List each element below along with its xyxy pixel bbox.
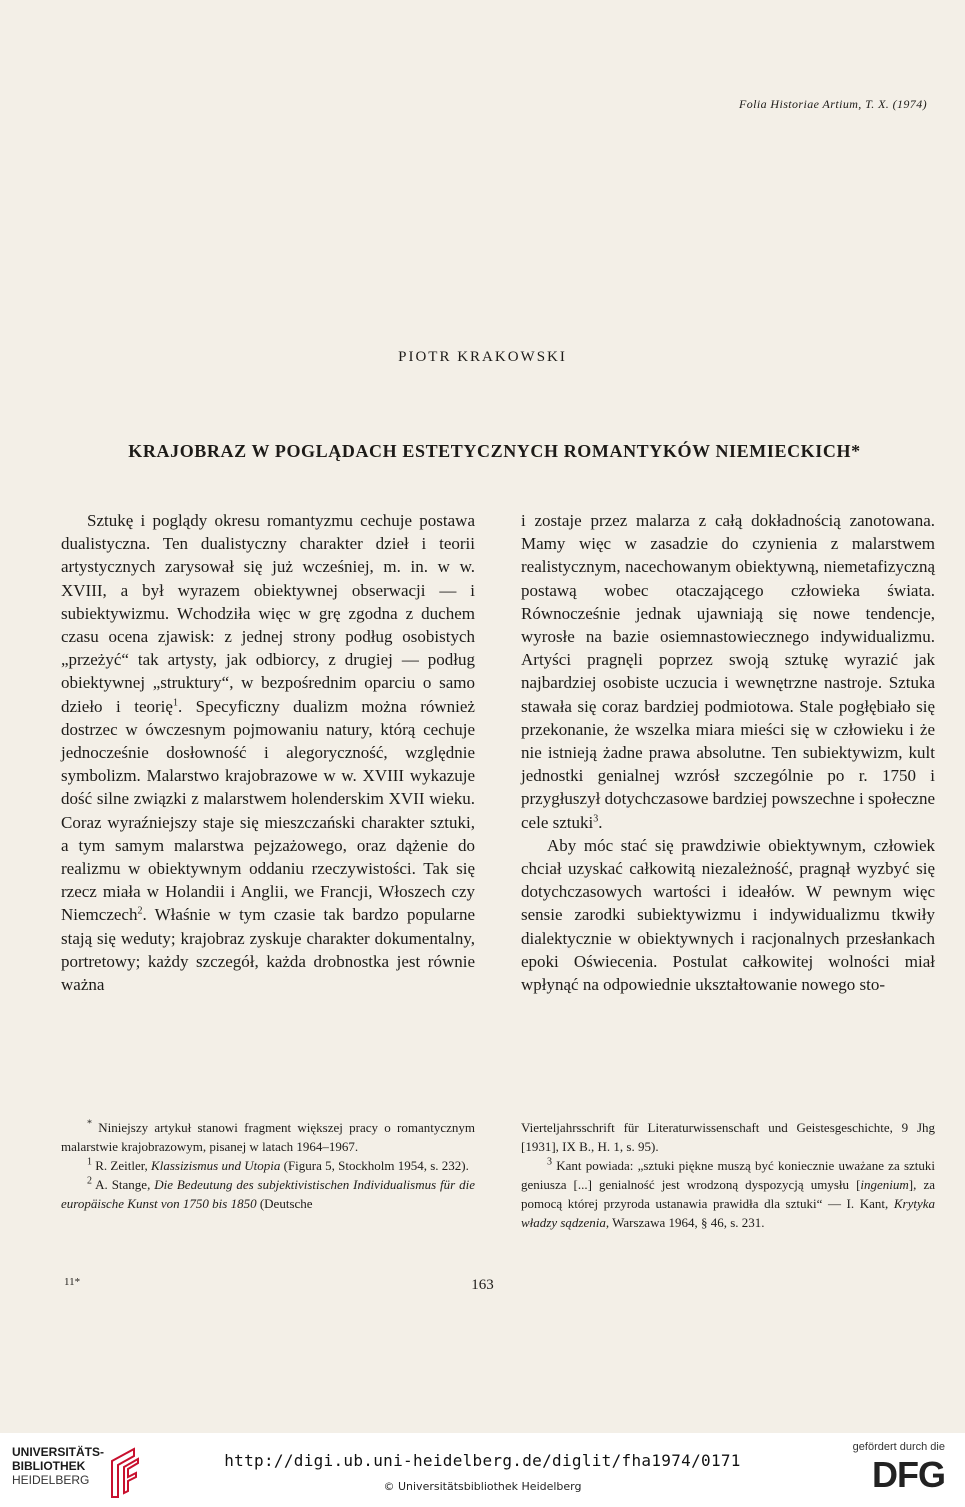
article-title: KRAJOBRAZ W POGLĄDACH ESTETYCZNYCH ROMANTYKÓW NIEMIECKICH* [128,441,861,461]
article-author: PIOTR KRAKOWSKI [398,349,567,365]
paragraph: Sztukę i poglądy okresu romantyzmu cechuje postawa dualistyczna. Ten dualistyczny charakter dzieł i teorii artystycznych zarysował się już wcześniej, m. in. w w. XVIII, a był wyrazem obiektywnej obserwacji — i subiektywizmu. Wchodziła więc w grę zgodna z duchem czasu ocena zjawisk: z jednej strony podług osobistych „przeżyć“ tak artysty, jak odbiorcy, z drugiej — podług obiektywnej „struktury“, w bezpośrednim oparciu o samo dzieło i teorię$^1$. Specyficzny dualizm można również dostrzec w ówczesnym pojmowaniu natury, którą cechuje jednocześnie dosłowność i alegoryczność, względnie symbolizm. Malarstwo krajobrazowe w w. XVIII wykazuje dość silne związki z malarstwem holenderskim XVII wieku. Coraz wyraźniejszy staje się mieszczański charakter sztuki, a tym samym malarstwa pejzażowego, oraz dążenie do realizmu w obiektywnym oddaniu rzeczywistości. Tak się rzecz miała w Holandii i Anglii, we Francji, Włoszech czy Niemczech$^2$. Właśnie w tym czasie tak bardzo popularne stają się weduty; krajobraz zyskuje charakter dokumentalny, portretowy; każdy szczegół, każda drobnostka jest równie ważna [61,511,475,995]
funded-by-label: gefördert durch die [852,1441,945,1453]
footnotes-right [521,1118,935,1232]
university-library-logo[interactable]: UNIVERSITÄTS- BIBLIOTHEK HEIDELBERG [12,1445,142,1501]
permalink-url[interactable]: http://digi.ub.uni-heidelberg.de/diglit/fha1974/0171 [224,1451,741,1470]
dfg-logo-text: DFG [872,1454,945,1495]
footnote-2-continued: Vierteljahrsschrift für Literaturwissenschaft und Geistesgeschichte, 9 Jhg [1931], IX B., H. 1, s. 95). [521,1120,935,1154]
viewer-footer [0,1433,965,1507]
body-column-right [521,509,935,996]
journal-header: Folia Historiae Artium, T. X. (1974) [739,97,927,111]
copyright-notice: © Universitätsbibliothek Heidelberg [383,1480,582,1493]
footnote-1: $^1$ R. Zeitler, Klassizismus und Utopia (Figura 5, Stockholm 1954, s. 232). [87,1156,469,1173]
footnote-2: $^2$ A. Stange, Die Bedeutung des subjektivistischen Individualismus für die europäische Kunst von 1750 bis 1850 (Deutsche [61,1175,475,1211]
footnotes-left [61,1118,475,1213]
footnote-star: * Niniejszy artykuł stanowi fragment większej pracy o romantycznym malarstwie krajobrazowym, pisanej w latach 1964–1967. [61,1118,476,1154]
footnote-3: $^3$ Kant powiada: „sztuki piękne muszą być koniecznie uważane za sztuki geniusza [...] genialność jest wrodzoną dyspozycją umysłu [ingenium], za pomocą której przyroda ustanawia prawidła dla sztuki“ — I. Kant, Krytyka władzy sądzenia, Warszawa 1964, § 46, s. 231. [521,1156,936,1230]
printer-signature: 11* [64,1276,81,1288]
footnote-ref-3: 3 [593,812,599,824]
dfg-funding-logo[interactable] [833,1441,945,1493]
footnote-ref-2: 2 [137,905,143,917]
page-number: 163 [471,1277,494,1293]
footnote-ref-1: 1 [172,696,178,708]
paragraph-continued: i zostaje przez malarza z całą dokładnością zanotowana. Mamy więc w zasadzie do czynienia z malarstwem realistycznym, nacechowanym obiektywną, niemetafizyczną postawą wobec otaczającego człowieka świata. Równocześnie jednak ujawniają się nowe tendencje, wyrosłe na bazie osiemnastowiecznego indywidualizmu. Artyści pragnęli poprzez swoją sztukę wyrazić jak najbardziej osobiste uczucia i wewnętrzne nastroje. Sztuka stawała się coraz bardziej podmiotowa. Stale pogłębiało się przekonanie, że wszelka miara mieści się w człowieku i że nie istnieją żadne prawa absolutne. Ten subiektywizm, kult jednostki genialnej wzrósł szczególnie po r. 1750 i przygłuszył dotychczasowe bardziej powszechne i społeczne cele sztuki$^3$. [521,511,935,832]
body-column-left [61,509,475,996]
paragraph: Aby móc stać się prawdziwie obiektywnym, człowiek chciał uzyskać całkowitą niezależność, pragnął wyzbyć się dotychczasowych wartości i ideałów. W pewnym więc sensie zarodki subiektywizmu i indywidualizmu tkwiły dialektycznie w obiektywnych i racjonalnych przesłankach epoki Oświecenia. Postulat całkowitej wolności miał wpłynąć na odpowiednie ukształtowanie nowego sto- [521,835,935,995]
